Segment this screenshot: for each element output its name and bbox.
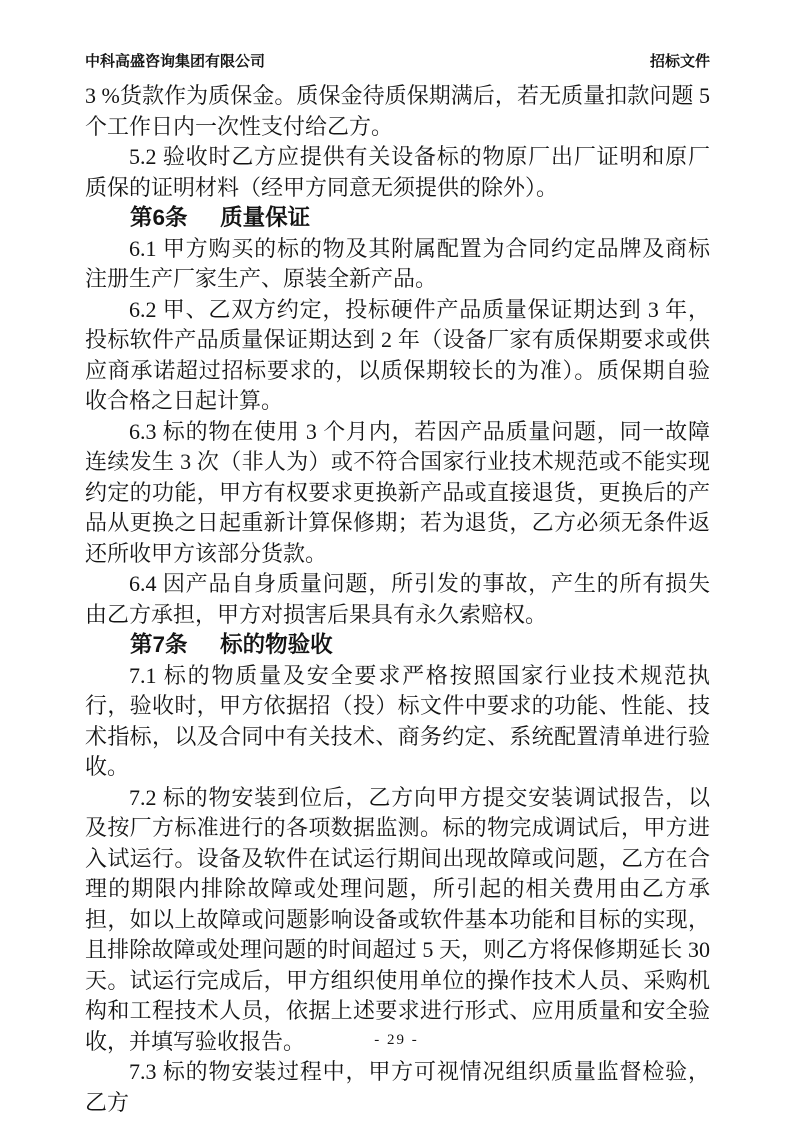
document-content	[85, 81, 710, 1118]
page-number: - 29 -	[374, 1032, 419, 1048]
paragraph-7-3: 7.3 标的物安装过程中，甲方可视情况组织质量监督检验，乙方	[85, 1059, 710, 1115]
clause-heading-7	[85, 630, 710, 661]
paragraph-6-4: 6.4 因产品自身质量问题，所引发的事故，产生的所有损失由乙方承担，甲方对损害后果具有永久索赔权。	[85, 571, 710, 627]
paragraph-7-1: 7.1 标的物质量及安全要求严格按照国家行业技术规范执行，验收时，甲方依据招（投）标文件中要求的功能、性能、技术指标，以及合同中有关技术、商务约定、系统配置清单进行验收。	[85, 662, 710, 779]
clause-title: 质量保证	[220, 205, 311, 230]
clause-heading-6	[85, 203, 710, 234]
paragraph-continuation: 3 %货款作为质保金。质保金待质保期满后，若无质量扣款问题 5 个工作日内一次性支付给乙方。	[85, 83, 710, 139]
paragraph-6-1: 6.1 甲方购买的标的物及其附属配置为合同约定品牌及商标注册生产厂家生产、原装全新产品。	[85, 235, 710, 291]
clause-number: 第7条	[130, 632, 188, 657]
page-header	[85, 52, 710, 72]
clause-title: 标的物验收	[220, 632, 333, 657]
paragraph-5-2: 5.2 验收时乙方应提供有关设备标的物原厂出厂证明和原厂质保的证明材料（经甲方同意无须提供的除外）。	[85, 144, 710, 200]
paragraph-7-2: 7.2 标的物安装到位后，乙方向甲方提交安装调试报告，以及按厂方标准进行的各项数据监测。标的物完成调试后，甲方进入试运行。设备及软件在试运行期间出现故障或问题，乙方在合理的期限内排除故障或处理问题，所引起的相关费用由乙方承担，如以上故障或问题影响设备或软件基本功能和目标的实现，且排除故障或处理问题的时间超过 5 天，则乙方将保修期延长 30 天。试运行完成后，甲方组织使用单位的操作技术人员、采购机构和工程技术人员，依据上述要求进行形式、应用质量和安全验收，并填写验收报告。	[85, 784, 710, 1054]
paragraph-6-3: 6.3 标的物在使用 3 个月内，若因产品质量问题，同一故障连续发生 3 次（非人为）或不符合国家行业技术规范或不能实现约定的功能，甲方有权要求更换新产品或直接退货，更换后的产品从更换之日起重新计算保修期；若为退货，乙方必须无条件返还所收甲方该部分货款。	[85, 418, 710, 566]
header-doc-type: 招标文件	[649, 54, 710, 70]
page-footer	[0, 1030, 793, 1050]
paragraph-6-2: 6.2 甲、乙双方约定，投标硬件产品质量保证期达到 3 年，投标软件产品质量保证期达到 2 年（设备厂家有质保期要求或供应商承诺超过招标要求的，以质保期较长的为准）。质保期自验收合格之日起计算。	[85, 296, 710, 413]
clause-number: 第6条	[130, 205, 188, 230]
header-company-name: 中科高盛咨询集团有限公司	[85, 54, 266, 70]
